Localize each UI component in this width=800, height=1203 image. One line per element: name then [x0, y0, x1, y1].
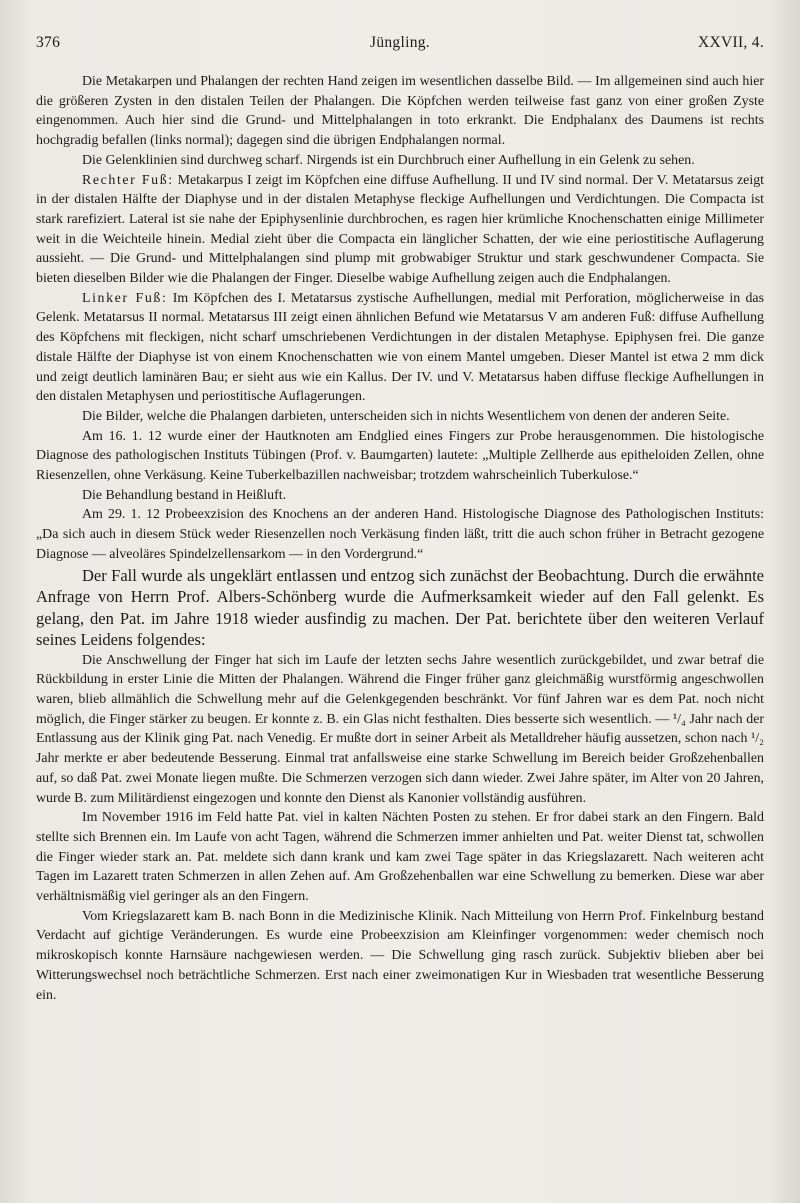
paragraph-lead: Rechter Fuß: — [82, 172, 174, 188]
paragraph-hand-findings: Die Metakarpen und Phalangen der rechten Hand zeigen im wesentlichen dasselbe Bild. — Im allgemeinen sind auch hier die größeren Zysten in den distalen Teilen der Phalangen. Die Köpfchen werden teilweise fast ganz von einer großen Zyste eingenommen. Auch hier sind die Grund- und Mittelphalangen in toto erkrankt. Die Endphalanx des Daumens ist rechts hochgradig befallen (links normal); dagegen sind die übrigen Endphalangen normal. — [36, 74, 764, 149]
page-header — [36, 34, 764, 54]
paragraph-treatment: Die Behandlung bestand in Heißluft. — [82, 487, 287, 503]
paragraph-biopsy-2: Am 29. 1. 12 Probeexzision des Knochens an der anderen Hand. Histologische Diagnose des Pathologischen Instituts: „Da sich auch in diesem Stück weder Riesenzellen noch Verkäsung finden läßt, tritt die auch schon früher in Betracht gezogene Diagnose — alveoläres Spindelzellensarkom — in den Vordergrund.“ — [36, 507, 764, 562]
paragraph-lead: Linker Fuß: — [82, 290, 168, 306]
running-title: Jüngling. — [370, 34, 430, 51]
paragraph-phalanges: Die Bilder, welche die Phalangen darbieten, unterscheiden sich in nichts Wesentlichem von denen der anderen Seite. — [82, 408, 730, 424]
paragraph-biopsy-1: Am 16. 1. 12 wurde einer der Hautknoten am Endglied eines Fingers zur Probe herausgenommen. Die histologische Diagnose des pathologischen Instituts Tübingen (Prof. v. Baumgarten) lautete: „Multiple Zellherde aus epitheloiden Zellen, ohne Riesenzellen, ohne Verkäsung. Keine Tuberkelbazillen nachweisbar; trotzdem wahrscheinlich Tuberkulose.“ — [36, 428, 764, 484]
paragraph-left-foot: Linker Fuß: Im Köpfchen des I. Metatarsus zystische Aufhellungen, medial mit Perforation, möglicherweise in das Gelenk. Metatarsus II normal. Metatarsus III zeigt einen ähnlichen Befund wie Metatarsus V am anderen Fuß: diffuse Aufhellung des Köpfchens mit fleckigen, nicht scharf umschriebenen Verdichtungen in der distalen Metaphyse. Epiphysen frei. Die ganze distale Hälfte der Diaphyse ist von einem Knochenschatten wie von einem Mantel umgeben. Dieser Mantel ist etwa 2 mm dick und zeigt deutlich laminären Bau; er sieht aus wie ein Kallus. Der IV. und V. Metatarsus haben diffuse fleckige Aufhellungen in den distalen Metaphysen und periostitische Auflagerungen. — [36, 290, 765, 405]
article-body — [36, 72, 764, 1005]
paragraph-history-3: Vom Kriegslazarett kam B. nach Bonn in die Medizinische Klinik. Nach Mitteilung von Herrn Prof. Finkelnburg bestand Verdacht auf gichtige Veränderungen. Es wurde eine Probeexzision am Kleinfinger vorgenommen: weder chemisch noch mikroskopisch konnte Harnsäure nachgewiesen werden. — Die Schwellung ging rasch zurück. Subjektiv blieben aber bei Witterungswechsel noch beträchtliche Schmerzen. Erst nach einer zweimonatigen Kur in Wiesbaden trat wesentliche Besserung ein. — [36, 908, 764, 1003]
paragraph-history-2: Im November 1916 im Feld hatte Pat. viel in kalten Nächten Posten zu stehen. Er fror dabei stark an den Fingern. Bald stellte sich Brennen ein. Im Laufe von acht Tagen, während die Schmerzen immer anhielten und Pat. weiter Dienst tat, schwollen die Finger wieder stark an. Pat. meldete sich dann krank und kam zwei Tage später in das Kriegslazarett. Nach weiteren acht Tagen im Lazarett traten Schmerzen in allen Zehen auf. Am Großzehenballen war eine Schwellung zu bemerken. Diese war aber verhältnismäßig viel geringer als an den Fingern. — [36, 810, 764, 905]
paragraph-follow-up: Der Fall wurde als ungeklärt entlassen und entzog sich zunächst der Beobachtung. Durch die erwähnte Anfrage von Herrn Prof. Albers-Schönberg wurde die Aufmerksamkeit wieder auf den Fall gelenkt. Es gelang, den Pat. im Jahre 1918 wieder ausfindig zu machen. Der Pat. berichtete über den weiteren Verlauf seines Leidens folgendes: — [36, 565, 764, 650]
page-number: 376 — [36, 34, 61, 51]
volume-number: XXVII, 4. — [698, 34, 764, 51]
paragraph-joint-lines: Die Gelenklinien sind durchweg scharf. Nirgends ist ein Durchbruch einer Aufhellung in ein Gelenk zu sehen. — [82, 152, 695, 168]
paragraph-history-1: Die Anschwellung der Finger hat sich im Laufe der letzten sechs Jahre wesentlich zurückgebildet, und zwar betraf die Rückbildung in erster Linie die Mitten der Phalangen. Während die Finger früher ganz gleichmäßig wurstförmig angeschwollen waren, blieb allmählich die Schwellung mehr auf die Gelenkgegenden beschränkt. Vor fünf Jahren war es dem Pat. noch nicht möglich, die Finger stärker zu beugen. Er konnte z. B. ein Glas nicht festhalten. Dies besserte sich wesentlich. — ¹/₄ Jahr nach der Entlassung aus der Klinik ging Pat. nach Venedig. Er mußte dort in seiner Arbeit als Metalldreher häufig aussetzen, schon nach ¹/₂ Jahr merkte er aber bedeutende Besserung. Einmal trat anfallsweise eine starke Schwellung im Bereich beider Großzehenballen auf, so daß Pat. zwei Monate liegen mußte. Die Schmerzen verzogen sich dann wieder. Zwei Jahre später, im Alter von 20 Jahren, wurde B. zum Militärdienst eingezogen und konnte den Dienst als Kanonier vollständig ausführen. — [36, 652, 764, 806]
paragraph-right-foot: Rechter Fuß: Metakarpus I zeigt im Köpfchen eine diffuse Aufhellung. II und IV sind normal. Der V. Metatarsus zeigt in der distalen Hälfte der Diaphyse und in der distalen Metaphyse fleckige Aufhellungen und Verdichtungen. Die Compacta ist stark rarefiziert. Lateral ist sie nahe der Epiphysenlinie durchbrochen, es ragen hier krümliche Knochenschatten einige Millimeter weit in die Weichteile hinein. Medial zieht über die Compacta ein länglicher Schatten, der wie eine periostitische Auflagerung aussieht. — Die Grund- und Mittelphalangen sind plump mit grobwabiger Struktur und stark geschwundener Compacta. Sie bieten dieselben Bilder wie die Phalangen der Finger. Dieselbe wabige Aufhellung zeigen auch die Endphalangen. — [36, 172, 764, 287]
